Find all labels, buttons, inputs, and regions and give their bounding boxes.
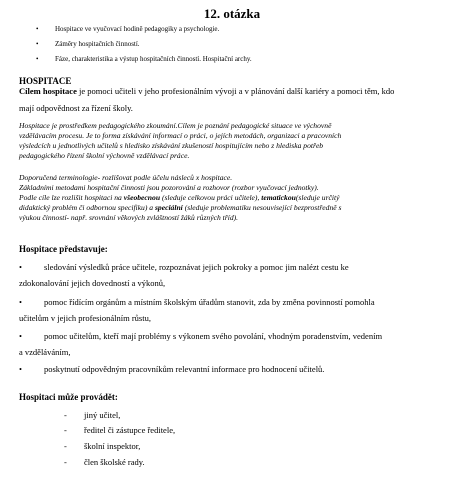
type-thematic: tematickou bbox=[261, 193, 296, 202]
topic-text: Fáze, charakteristika a výstup hospitačních činností. Hospitační archy. bbox=[55, 55, 252, 63]
lead-bold: Cílem hospitace bbox=[19, 86, 77, 96]
types-line-1 bbox=[19, 193, 449, 203]
topic-item bbox=[36, 25, 252, 34]
list-item-text: pomoc řídícím orgánům a místním školským úřadům stanovit, zda by změna povinností pomohla bbox=[44, 297, 375, 307]
list-item-text: a vzděláváním, bbox=[19, 347, 71, 357]
list-item-text: školní inspektor, bbox=[84, 441, 141, 451]
type-special: speciální bbox=[154, 203, 183, 212]
bullet-icon: • bbox=[36, 25, 39, 33]
types-text: (sleduje celkovou práci učitele), bbox=[160, 193, 262, 202]
bullet-icon: • bbox=[19, 331, 22, 341]
hospitace-lead-line-1 bbox=[19, 84, 449, 98]
bullet-icon: • bbox=[19, 297, 22, 307]
list-item-text: pomoc učitelům, kteří mají problémy s výkonem svého povolání, vhodným poradenstvím, vedením bbox=[44, 331, 383, 341]
topic-item bbox=[36, 55, 252, 64]
predstavuje-heading: Hospitace představuje: bbox=[19, 244, 108, 254]
type-general: všeobecnou bbox=[123, 193, 161, 202]
lead-rest: je pomoci učiteli v jeho profesionálním vývoji a v plánování další kariéry a pomoci těm, kdo bbox=[76, 86, 395, 96]
dash-icon: - bbox=[64, 441, 67, 451]
page-title: 12. otázka bbox=[203, 6, 261, 21]
list-item-text: učitelům v jejich profesionálním růstu, bbox=[19, 313, 151, 323]
topic-text: Záměry hospitačních činností. bbox=[55, 40, 140, 48]
list-item-text: ředitel či zástupce ředitele, bbox=[84, 425, 176, 435]
terminology-line: Doporučená terminologie- rozlišovat podle účelu násleců x hospitace. bbox=[19, 173, 233, 182]
types-line-2 bbox=[19, 203, 449, 213]
list-item-text: jiný učitel, bbox=[84, 410, 121, 420]
hospitace-italic-line: vzdělávacím procesu. Je to forma získávání informací o práci, o jejích metodách, organizaci a pracovních bbox=[19, 131, 342, 140]
types-line-3: výukou činností- např. srovnání věkových zvláštností žáků různých tříd). bbox=[19, 213, 239, 222]
list-item-text: sledování výsledků práce učitele, rozpoznávat jejich pokroky a pomoc jim nalézt cestu ke bbox=[44, 262, 349, 272]
terminology-line: Základními metodami hospitační činnosti jsou pozorování a rozhovor (rozbor vyučovací jednotky). bbox=[19, 183, 319, 192]
hospitace-italic-line: Hospitace je prostředkem pedagogického zkoumání.Cílem je poznání pedagogické situace ve výchovně bbox=[19, 121, 332, 130]
dash-icon: - bbox=[64, 425, 67, 435]
list-item-text: poskytnutí odpovědným pracovníkům relevantní informace pro hodnocení učitelů. bbox=[44, 364, 325, 374]
types-text: didaktický problém či odbornou specifiku) a bbox=[19, 203, 155, 212]
provadet-heading: Hospitaci může provádět: bbox=[19, 392, 118, 402]
bullet-icon: • bbox=[36, 55, 39, 63]
hospitace-lead-line-2: mají odpovědnost za řízení školy. bbox=[19, 103, 133, 113]
list-item-text: zdokonalování jejich dovedností a výkonů, bbox=[19, 278, 166, 288]
hospitace-italic-line: výsledcích u jednotlivých učitelů s hledisko získávání zkušeností hospitujícím nebo z hlediska potřeb bbox=[19, 141, 324, 150]
bullet-icon: • bbox=[36, 40, 39, 48]
types-text: Podle cíle lze rozlišit hospitaci na bbox=[19, 193, 124, 202]
topic-list bbox=[36, 25, 252, 70]
hospitace-heading: HOSPITACE bbox=[19, 76, 72, 86]
hospitace-italic-line: pedagogického řízení školní výchovně vzdělávací práce. bbox=[19, 151, 190, 160]
types-text: (sleduje problematiku nesouvisející bezprostředně s bbox=[182, 203, 342, 212]
dash-icon: - bbox=[64, 457, 67, 467]
bullet-icon: • bbox=[19, 262, 22, 272]
topic-item bbox=[36, 40, 252, 49]
types-text: (sleduje určitý bbox=[295, 193, 340, 202]
bullet-icon: • bbox=[19, 364, 22, 374]
topic-text: Hospitace ve vyučovací hodině pedagogiky a psychologie. bbox=[55, 25, 220, 33]
dash-icon: - bbox=[64, 410, 67, 420]
list-item-text: člen školské rady. bbox=[84, 457, 145, 467]
